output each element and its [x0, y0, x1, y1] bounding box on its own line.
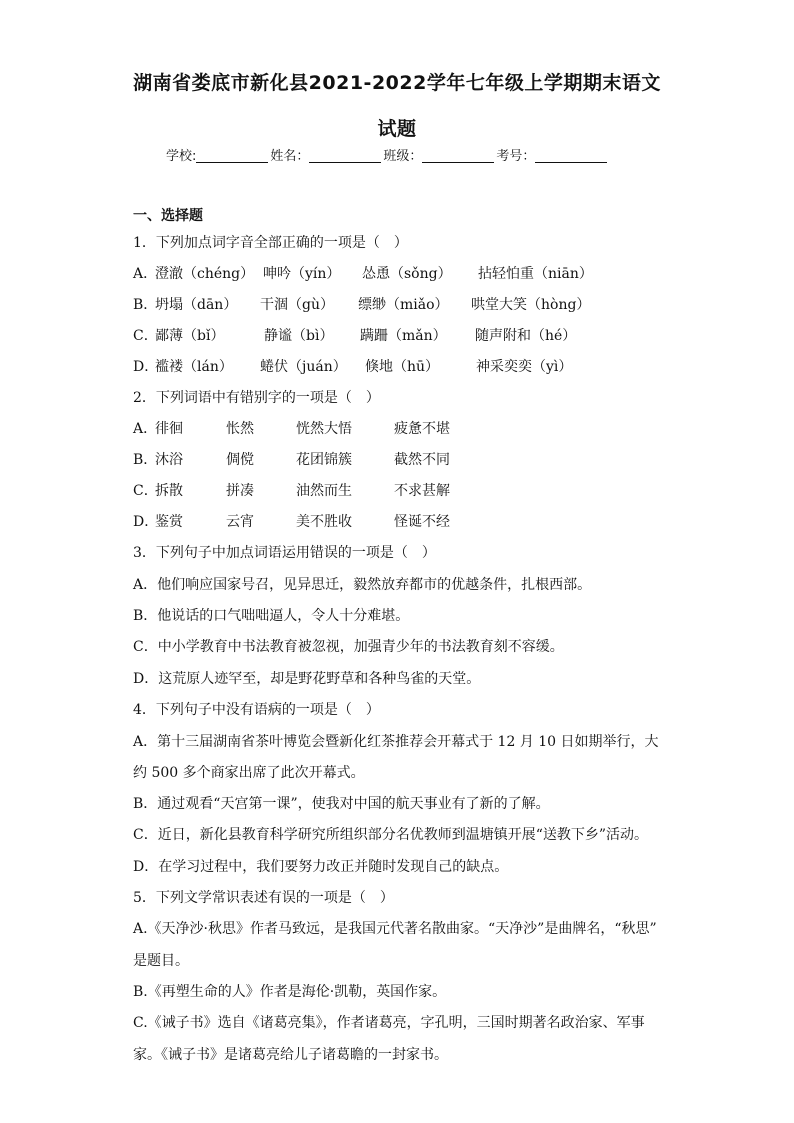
q4-option-a[interactable]: A．第十三届湖南省茶叶博览会暨新化红茶推荐会开幕式于 12 月 10 日如期举行，大	[133, 734, 659, 750]
number-label: 考号：	[496, 149, 536, 164]
option-item: 徘徊	[155, 421, 183, 437]
student-info-fields	[166, 145, 609, 164]
option-item: 哄堂大笑（hòng）	[471, 297, 591, 313]
option-item: 怪诞不经	[394, 514, 450, 530]
page-title: 湖南省娄底市新化县2021-2022学年七年级上学期期末语文	[133, 72, 661, 94]
option-item: 褴褛（lán）	[155, 359, 233, 375]
question-4-stem: 4．下列句子中没有语病的一项是（ ）	[133, 702, 380, 718]
option-item: 倏地（hū）	[365, 359, 440, 375]
class-blank[interactable]	[422, 148, 494, 163]
question-2-stem: 2．下列词语中有错别字的一项是（ ）	[133, 390, 380, 406]
option-item: 疲惫不堪	[394, 421, 450, 437]
school-blank[interactable]	[196, 148, 268, 163]
option-item: 拆散	[155, 483, 183, 499]
option-item: 油然而生	[296, 483, 352, 499]
option-item: 花团锦簇	[296, 452, 352, 468]
option-item: 干涸（gù）	[260, 297, 334, 313]
option-item: 沐浴	[155, 452, 183, 468]
q5-option-a[interactable]: A.《天净沙·秋思》作者马致远，是我国元代著名散曲家。“天净沙”是曲牌名，“秋思”	[133, 921, 657, 937]
option-letter: D．	[133, 359, 159, 375]
option-item: 鉴赏	[155, 514, 183, 530]
question-1-stem: 1．下列加点词字音全部正确的一项是（ ）	[133, 235, 408, 251]
option-item: 蹒跚（mǎn）	[360, 328, 447, 344]
option-item: 呻吟（yín）	[263, 266, 341, 282]
q5-option-c[interactable]: C.《诫子书》选自《诸葛亮集》，作者诸葛亮，字孔明，三国时期著名政治家、军事	[133, 1015, 645, 1031]
option-item: 拈轻怕重（niān）	[478, 266, 593, 282]
q3-option-b[interactable]: B．他说话的口气咄咄逼人，令人十分难堪。	[133, 608, 410, 624]
question-5-stem: 5．下列文学常识表述有误的一项是（ ）	[133, 890, 394, 906]
option-item: 随声附和（hé）	[475, 328, 577, 344]
number-blank[interactable]	[535, 148, 607, 163]
name-blank[interactable]	[309, 148, 381, 163]
option-item: 云宵	[226, 514, 254, 530]
option-item: 不求甚解	[394, 483, 450, 499]
option-item: 坍塌（dān）	[155, 297, 238, 313]
option-letter: A．	[133, 421, 158, 437]
q4-option-a-continued: 约 500 多个商家出席了此次开幕式。	[133, 765, 365, 781]
name-label: 姓名：	[270, 149, 310, 164]
option-letter: D．	[133, 514, 159, 530]
option-item: 怂恿（sǒng）	[362, 266, 452, 282]
option-letter: B．	[133, 452, 158, 468]
class-label: 班级：	[383, 149, 423, 164]
q3-option-c[interactable]: C．中小学教育中书法教育被忽视，加强青少年的书法教育刻不容缓。	[133, 639, 564, 655]
option-item: 截然不同	[394, 452, 450, 468]
question-3-stem: 3．下列句子中加点词语运用错误的一项是（ ）	[133, 545, 436, 561]
section-title: 一、选择题	[133, 208, 203, 224]
q5-option-a-continued: 是题目。	[133, 953, 189, 969]
option-letter: C．	[133, 483, 158, 499]
school-label: 学校:	[166, 149, 197, 164]
option-item: 澄澈（chéng）	[155, 266, 255, 282]
q4-option-b[interactable]: B．通过观看“天宫第一课”，使我对中国的航天事业有了新的了解。	[133, 796, 550, 812]
option-item: 神采奕奕（yì）	[476, 359, 573, 375]
q3-option-a[interactable]: A．他们响应国家号召，见异思迁，毅然放弃都市的优越条件，扎根西部。	[133, 577, 592, 593]
q3-option-d[interactable]: D．这荒原人迹罕至，却是野花野草和各种鸟雀的天堂。	[133, 671, 481, 687]
option-item: 怅然	[226, 421, 254, 437]
q4-option-d[interactable]: D．在学习过程中，我们要努力改正并随时发现自己的缺点。	[133, 859, 509, 875]
option-item: 恍然大悟	[296, 421, 352, 437]
option-item: 鄙薄（bǐ）	[155, 328, 225, 344]
option-letter: A．	[133, 266, 158, 282]
q5-option-b[interactable]: B.《再塑生命的人》作者是海伦·凯勒，英国作家。	[133, 984, 447, 1000]
option-letter: C．	[133, 328, 158, 344]
page-title-continued: 试题	[377, 118, 417, 140]
option-item: 拼凑	[226, 483, 254, 499]
option-item: 缥缈（miǎo）	[358, 297, 449, 313]
q5-option-c-continued: 家。《诫子书》是诸葛亮给儿子诸葛瞻的一封家书。	[133, 1047, 448, 1063]
option-item: 倜傥	[226, 452, 254, 468]
option-item: 静谧（bì）	[264, 328, 334, 344]
option-item: 美不胜收	[296, 514, 352, 530]
option-item: 蜷伏（juán）	[260, 359, 347, 375]
option-letter: B．	[133, 297, 158, 313]
q4-option-c[interactable]: C．近日，新化县教育科学研究所组织部分名优教师到温塘镇开展“送教下乡”活动。	[133, 827, 649, 843]
